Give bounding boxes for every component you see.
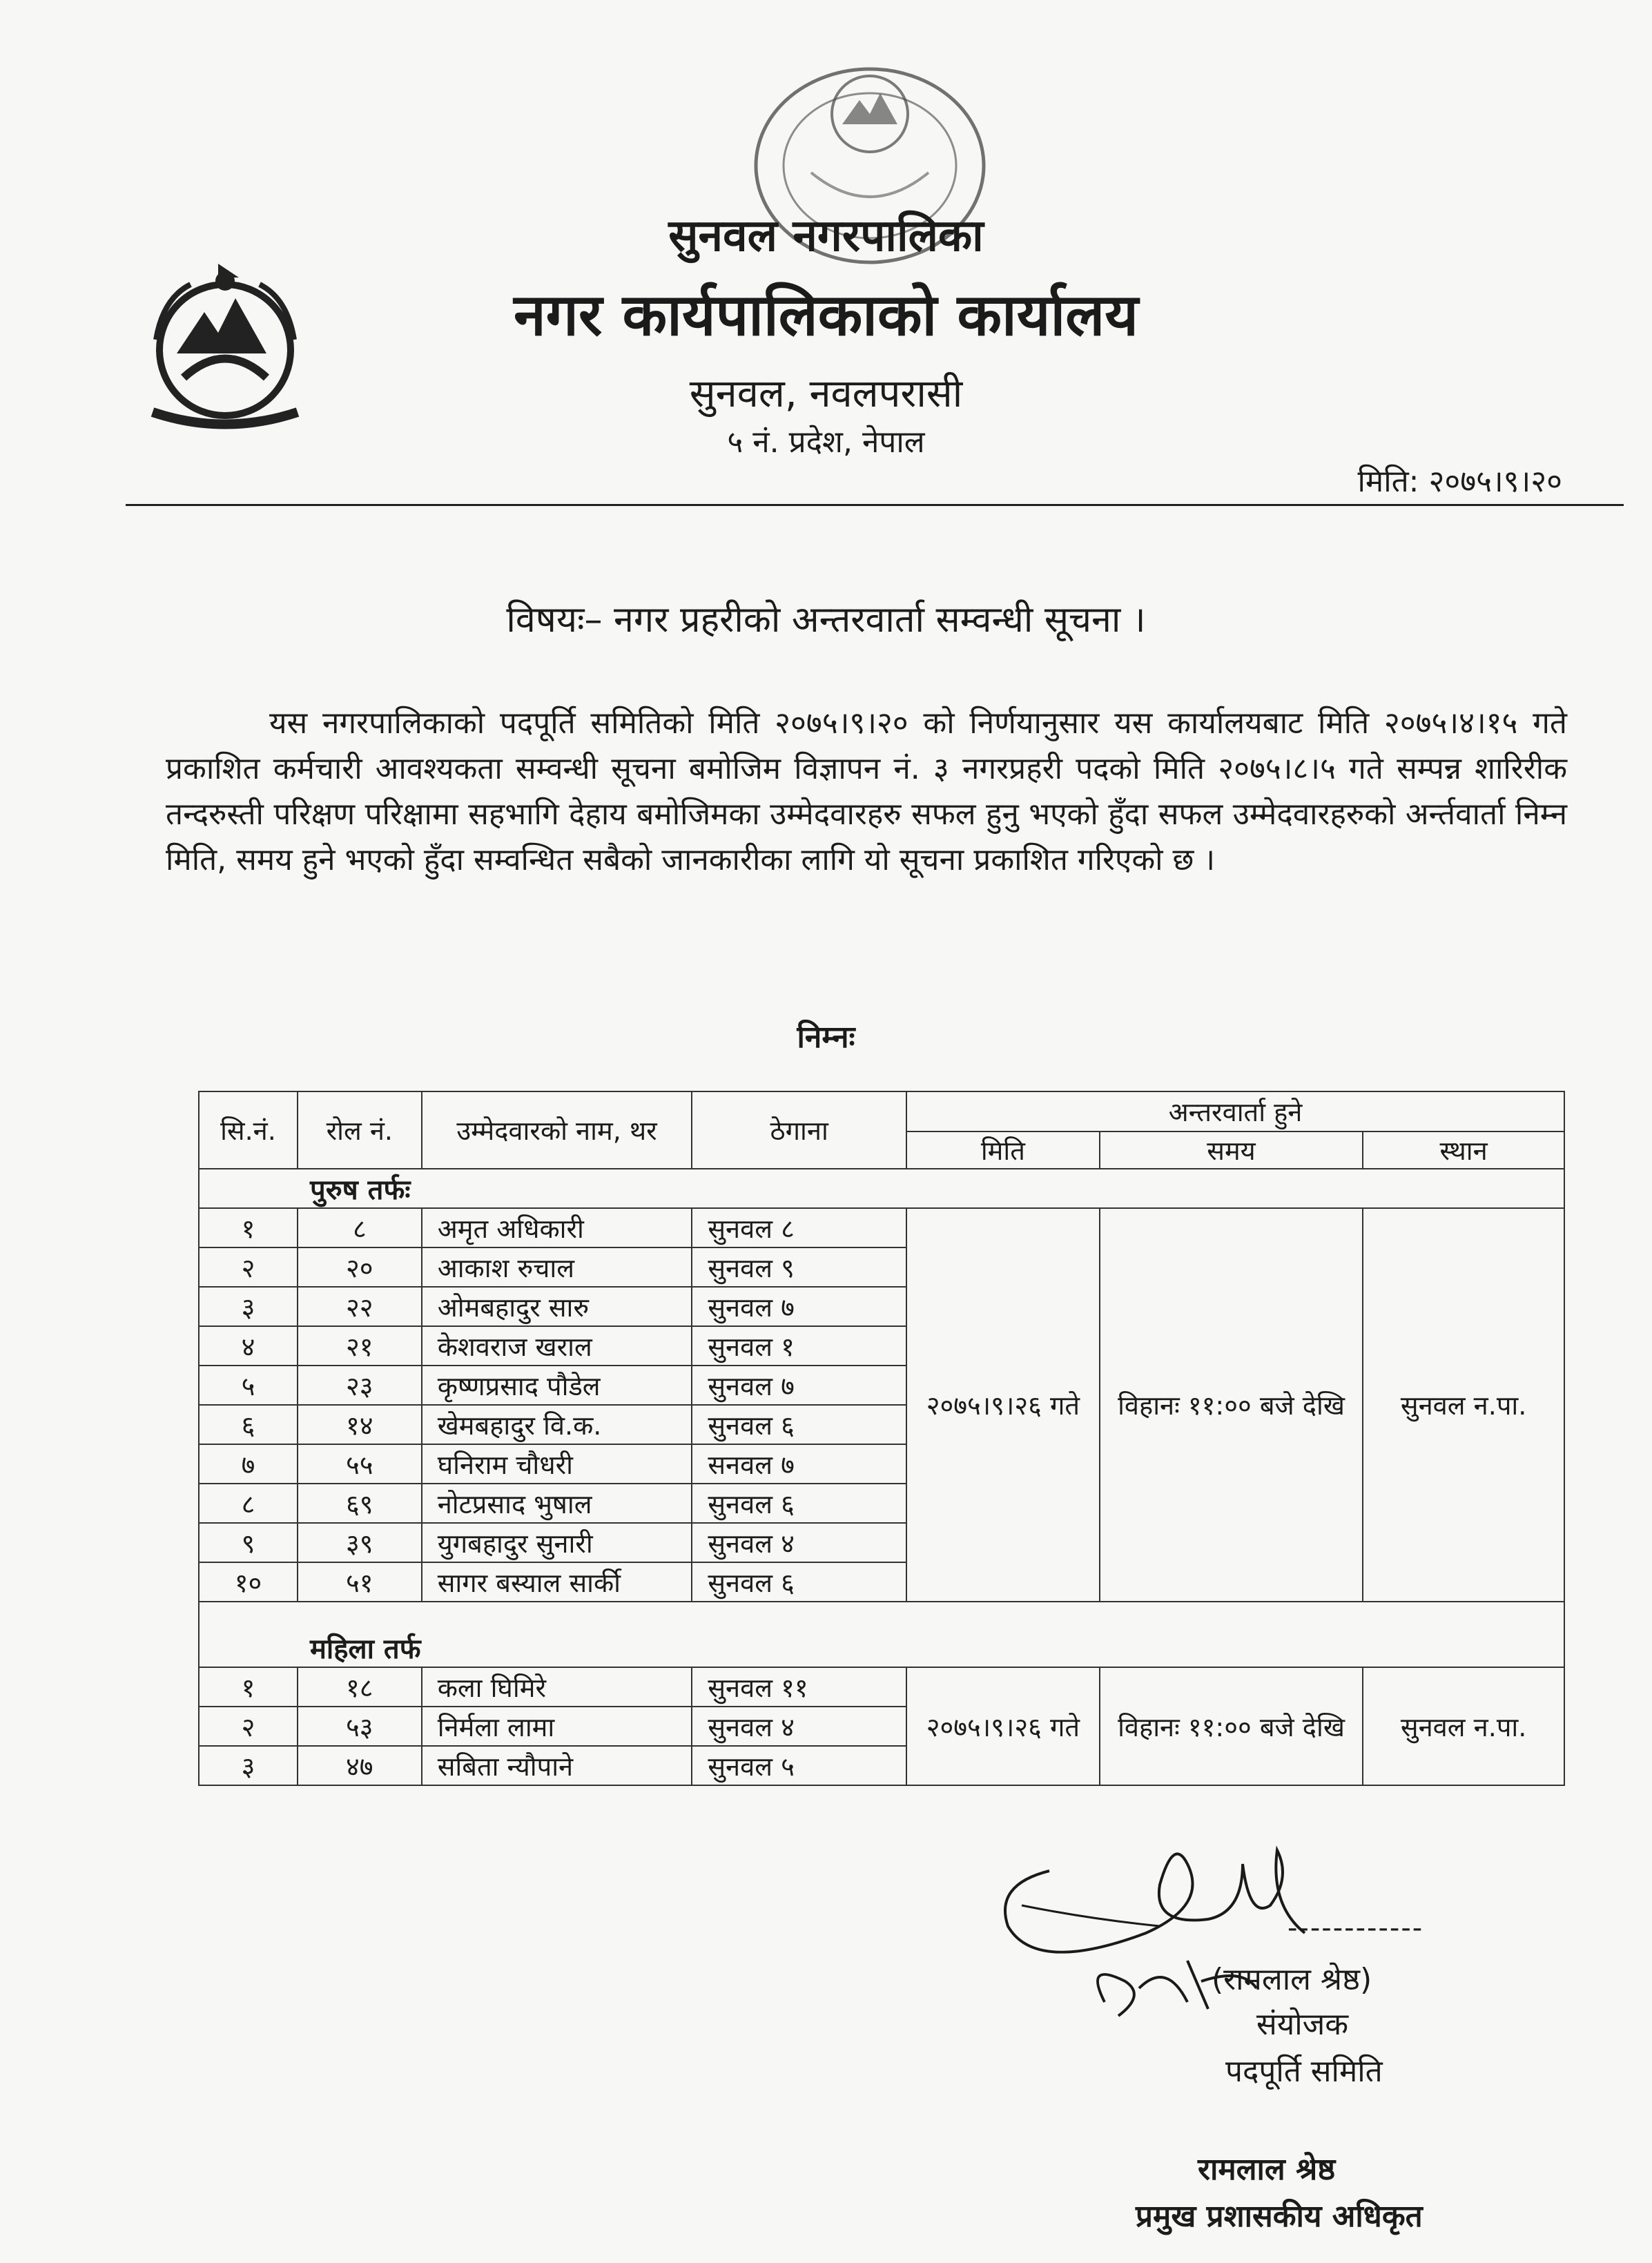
interview-time-cell: विहानः ११:०० बजे देखि (1100, 1667, 1363, 1785)
interview-date-cell: २०७५।९।२६ गते (906, 1208, 1100, 1602)
address-cell: सुनवल १ (692, 1326, 906, 1366)
roll-cell: २० (298, 1247, 422, 1287)
name-cell: केशवराज खराल (422, 1326, 692, 1366)
header-place: स्थान (1363, 1132, 1564, 1169)
address-cell: सुनवल ६ (692, 1484, 906, 1523)
header-address: ठेगाना (692, 1091, 906, 1169)
name-cell: निर्मला लामा (422, 1707, 692, 1746)
table-row (199, 1208, 1564, 1247)
sn-cell: ६ (199, 1405, 298, 1444)
name-cell: खेमबहादुर वि.क. (422, 1405, 692, 1444)
roll-cell: ३९ (298, 1523, 422, 1562)
org-name: सुनवल नगरपालिका (668, 211, 984, 262)
interview-place-cell: सुनवल न.पा. (1363, 1208, 1564, 1602)
header-roll: रोल नं. (298, 1091, 422, 1169)
roll-cell: ५१ (298, 1562, 422, 1602)
signatory-role: संयोजक (1256, 2007, 1349, 2042)
address-cell: सुनवल ४ (692, 1523, 906, 1562)
interview-date-cell: २०७५।९।२६ गते (906, 1667, 1100, 1785)
sn-cell: १ (199, 1208, 298, 1247)
roll-cell: २३ (298, 1366, 422, 1405)
address-cell: सुनवल ९ (692, 1247, 906, 1287)
name-cell: कला घिमिरे (422, 1667, 692, 1707)
header-date: मिति (906, 1132, 1100, 1169)
sn-cell: १० (199, 1562, 298, 1602)
office-province: ५ नं. प्रदेश, नेपाल (727, 425, 925, 460)
table-row (199, 1667, 1564, 1707)
name-cell: अमृत अधिकारी (422, 1208, 692, 1247)
roll-cell: १४ (298, 1405, 422, 1444)
address-cell: सनवल ७ (692, 1444, 906, 1484)
address-cell: सुनवल ६ (692, 1405, 906, 1444)
name-cell: युगबहादुर सुनारी (422, 1523, 692, 1562)
notice-subject: विषयः– नगर प्रहरीको अन्तरवार्ता सम्वन्धी सूचना । (506, 599, 1146, 641)
interview-time-cell: विहानः ११:०० बजे देखि (1100, 1208, 1363, 1602)
officer-name: रामलाल श्रेष्ठ (1198, 2152, 1336, 2187)
office-address: सुनवल, नवलपरासी (689, 371, 963, 416)
sn-cell: ८ (199, 1484, 298, 1523)
sn-cell: ७ (199, 1444, 298, 1484)
header-sn: सि.नं. (199, 1091, 298, 1169)
address-cell: सुनवल ७ (692, 1366, 906, 1405)
sn-cell: २ (199, 1707, 298, 1746)
section-male: पुरुष तर्फः (199, 1169, 1564, 1208)
candidate-table (198, 1091, 1565, 1786)
roll-cell: ५३ (298, 1707, 422, 1746)
address-cell: सुनवल ८ (692, 1208, 906, 1247)
office-name: नगर कार्यपालिकाको कार्यालय (514, 281, 1138, 349)
header-interview: अन्तरवार्ता हुने (906, 1091, 1564, 1132)
name-cell: आकाश रुचाल (422, 1247, 692, 1287)
address-cell: सुनवल ५ (692, 1746, 906, 1785)
list-heading: निम्नः (797, 1020, 855, 1055)
sn-cell: ९ (199, 1523, 298, 1562)
header-divider (126, 504, 1624, 506)
header-name: उम्मेदवारको नाम, थर (422, 1091, 692, 1169)
notice-date: मिति: २०७५।९।२० (1357, 464, 1562, 499)
name-cell: नोटप्रसाद भुषाल (422, 1484, 692, 1523)
sn-cell: २ (199, 1247, 298, 1287)
interview-place-cell: सुनवल न.पा. (1363, 1667, 1564, 1785)
signatory-name: (रामलाल श्रेष्ठ) (1212, 1962, 1372, 1997)
roll-cell: ४७ (298, 1746, 422, 1785)
name-cell: कृष्णप्रसाद पौडेल (422, 1366, 692, 1405)
name-cell: सागर बस्याल सार्की (422, 1562, 692, 1602)
roll-cell: ५५ (298, 1444, 422, 1484)
address-cell: सुनवल ६ (692, 1562, 906, 1602)
roll-cell: २२ (298, 1287, 422, 1326)
name-cell: ओमबहादुर सारु (422, 1287, 692, 1326)
roll-cell: १८ (298, 1667, 422, 1707)
address-cell: सुनवल ४ (692, 1707, 906, 1746)
header-time: समय (1100, 1132, 1363, 1169)
section-female: महिला तर्फ (199, 1628, 1564, 1667)
address-cell: सुनवल ७ (692, 1287, 906, 1326)
signature-line: ------------ (1287, 1912, 1424, 1944)
roll-cell: ६९ (298, 1484, 422, 1523)
notice-body: यस नगरपालिकाको पदपूर्ति समितिको मिति २०७५।९।२० को निर्णयानुसार यस कार्यालयबाट मिति २०७५।४।१५ गते प्रकाशित कर्मचारी आवश्यकता सम्वन्धी सूचना बमोजिम विज्ञापन नं. ३ नगरप्रहरी पदको मिति २०७५।८।५ गते सम्पन्न शारिरीक तन्दरुस्ती परिक्षण परिक्षामा सहभागि देहाय बमोजिमका उम्मेदवारहरु सफल हुनु भएको हुँदा सफल उम्मेदवारहरुको अर्न्तवार्ता निम्न मिति, समय हुने भएको हुँदा सम्वन्धित सबैको जानकारीका लागि यो सूचना प्रकाशित गरिएको छ । (166, 706, 1567, 877)
sn-cell: ५ (199, 1366, 298, 1405)
signatory-committee: पदपूर्ति समिति (1225, 2054, 1383, 2089)
sn-cell: १ (199, 1667, 298, 1707)
address-cell: सुनवल ११ (692, 1667, 906, 1707)
name-cell: सबिता न्यौपाने (422, 1746, 692, 1785)
roll-cell: २१ (298, 1326, 422, 1366)
sn-cell: ३ (199, 1287, 298, 1326)
sn-cell: ४ (199, 1326, 298, 1366)
roll-cell: ८ (298, 1208, 422, 1247)
name-cell: घनिराम चौधरी (422, 1444, 692, 1484)
officer-title: प्रमुख प्रशासकीय अधिकृत (1136, 2199, 1423, 2234)
sn-cell: ३ (199, 1746, 298, 1785)
